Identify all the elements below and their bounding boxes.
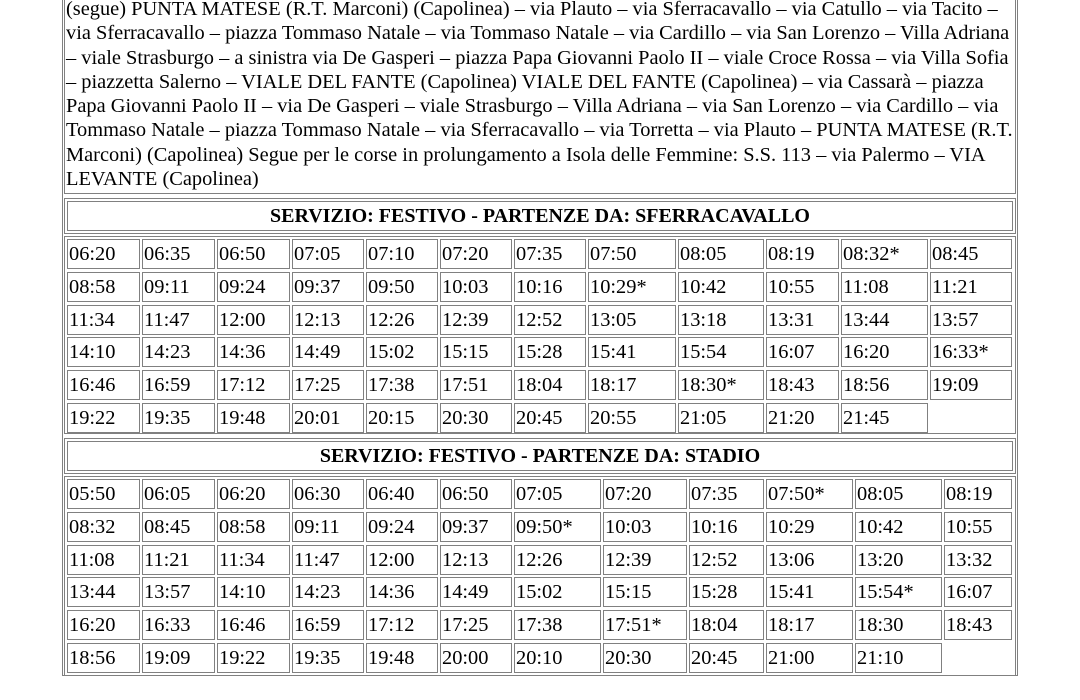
departure-time-cell: 13:32 bbox=[944, 545, 1012, 575]
departure-time-cell: 16:46 bbox=[67, 370, 140, 400]
departure-time-cell: 21:45 bbox=[841, 403, 928, 433]
departure-time-cell: 18:17 bbox=[766, 610, 853, 640]
departure-time-cell: 21:00 bbox=[766, 643, 853, 673]
departure-time-cell: 15:28 bbox=[689, 577, 764, 607]
departure-time-cell: 06:50 bbox=[217, 239, 290, 269]
departure-time-cell: 17:51 bbox=[440, 370, 512, 400]
departure-time-cell: 11:34 bbox=[67, 305, 140, 335]
departure-time-cell: 08:05 bbox=[855, 479, 942, 509]
departure-time-cell: 21:10 bbox=[855, 643, 942, 673]
departure-time-cell: 08:45 bbox=[142, 512, 215, 542]
departure-time-cell: 19:48 bbox=[217, 403, 290, 433]
departure-time-cell: 15:54 bbox=[678, 337, 764, 367]
departure-time-cell: 07:05 bbox=[292, 239, 364, 269]
departure-time-cell: 18:56 bbox=[841, 370, 928, 400]
departure-time-cell: 13:31 bbox=[766, 305, 839, 335]
departure-time-cell: 15:15 bbox=[440, 337, 512, 367]
departure-time-cell: 11:21 bbox=[930, 272, 1012, 302]
departure-time-cell: 15:41 bbox=[766, 577, 853, 607]
departure-time-cell: 13:44 bbox=[841, 305, 928, 335]
departure-time-cell: 12:39 bbox=[440, 305, 512, 335]
departure-time-cell: 10:55 bbox=[766, 272, 839, 302]
departure-time-cell: 17:38 bbox=[514, 610, 601, 640]
departure-time-cell: 21:20 bbox=[766, 403, 839, 433]
departure-time-cell: 16:46 bbox=[217, 610, 290, 640]
departure-time-cell: 09:37 bbox=[292, 272, 364, 302]
departure-time-cell: 16:07 bbox=[766, 337, 839, 367]
departure-time-cell: 11:08 bbox=[67, 545, 140, 575]
departure-time-cell: 16:07 bbox=[944, 577, 1012, 607]
departure-time-cell: 08:32* bbox=[841, 239, 928, 269]
departure-time-cell: 14:10 bbox=[217, 577, 290, 607]
departure-time-cell: 07:35 bbox=[514, 239, 586, 269]
departure-time-cell: 06:20 bbox=[217, 479, 290, 509]
route-text: (segue) PUNTA MATESE (R.T. Marconi) (Capolinea) – via Plauto – via Sferracavallo – via Catullo – via Tacito – via Sferracavallo – piazza Tommaso Natale – via Tommaso Natale – via Cardillo – via San Lorenzo – Villa Adriana – viale Strasburgo – a sinistra via De Gasperi – piazza Papa Giovanni Paolo II – viale Croce Rossa – via Villa Sofia – piazzetta Salerno – VIALE DEL FANTE (Capolinea) VIALE DEL FANTE (Capolinea) – via Cassarà – piazza Papa Giovanni Paolo II – via De Gasperi – viale Strasburgo – Villa Adriana – via San Lorenzo – via Cardillo – via Tommaso Natale – piazza Tommaso Natale – via Sferracavallo – via Torretta – via Plauto – PUNTA MATESE (R.T. Marconi) (Capolinea) Segue per le corse in prolungamento a Isola delle Femmine: S.S. 113 – via Palermo – VIA LEVANTE (Capolinea) bbox=[66, 0, 1013, 191]
departure-time-cell: 17:25 bbox=[292, 370, 364, 400]
departure-time-cell: 17:12 bbox=[366, 610, 438, 640]
departure-time-cell: 07:35 bbox=[689, 479, 764, 509]
departure-time-cell: 06:30 bbox=[292, 479, 364, 509]
departure-time-cell: 07:50 bbox=[588, 239, 676, 269]
departure-time-cell: 10:29 bbox=[766, 512, 853, 542]
departure-time-cell: 19:35 bbox=[142, 403, 215, 433]
route-description bbox=[64, 0, 1016, 194]
departure-time-cell: 09:50* bbox=[514, 512, 601, 542]
departure-time-cell: 19:09 bbox=[142, 643, 215, 673]
departure-time-cell: 14:49 bbox=[440, 577, 512, 607]
departure-time-cell: 12:52 bbox=[514, 305, 586, 335]
departure-time-cell: 11:21 bbox=[142, 545, 215, 575]
timetable-grid-sferracavallo bbox=[64, 236, 1016, 434]
departure-time-cell: 19:48 bbox=[366, 643, 438, 673]
departure-time-cell: 14:36 bbox=[366, 577, 438, 607]
departure-time-cell: 17:12 bbox=[217, 370, 290, 400]
departure-time-cell: 10:16 bbox=[689, 512, 764, 542]
departure-time-cell: 16:33 bbox=[142, 610, 215, 640]
section-title: SERVIZIO: FESTIVO - PARTENZE DA: SFERRACAVALLO bbox=[67, 201, 1013, 231]
departure-time-cell: 19:09 bbox=[930, 370, 1012, 400]
departure-time-cell: 09:37 bbox=[440, 512, 512, 542]
departure-time-cell: 18:04 bbox=[514, 370, 586, 400]
departure-time-cell: 07:05 bbox=[514, 479, 601, 509]
departure-time-cell: 10:03 bbox=[603, 512, 687, 542]
departure-time-cell: 06:20 bbox=[67, 239, 140, 269]
departure-time-cell: 13:06 bbox=[766, 545, 853, 575]
departure-time-cell: 12:13 bbox=[440, 545, 512, 575]
departure-time-cell: 13:57 bbox=[930, 305, 1012, 335]
departure-time-cell: 12:00 bbox=[217, 305, 290, 335]
departure-time-cell: 08:05 bbox=[678, 239, 764, 269]
departure-time-cell: 05:50 bbox=[67, 479, 140, 509]
timetable-grid-stadio bbox=[64, 476, 1016, 676]
departure-time-cell: 10:42 bbox=[855, 512, 942, 542]
departure-time-cell: 20:30 bbox=[440, 403, 512, 433]
departure-time-cell: 10:03 bbox=[440, 272, 512, 302]
section-title: SERVIZIO: FESTIVO - PARTENZE DA: STADIO bbox=[67, 441, 1013, 471]
departure-time-cell: 21:05 bbox=[678, 403, 764, 433]
departure-time-cell: 13:18 bbox=[678, 305, 764, 335]
departure-time-cell: 08:19 bbox=[944, 479, 1012, 509]
departure-time-cell: 07:50* bbox=[766, 479, 853, 509]
departure-time-cell: 14:23 bbox=[292, 577, 364, 607]
departure-time-cell: 10:16 bbox=[514, 272, 586, 302]
departure-time-cell: 12:52 bbox=[689, 545, 764, 575]
departure-time-cell: 10:29* bbox=[588, 272, 676, 302]
departure-time-cell: 08:58 bbox=[67, 272, 140, 302]
departure-time-cell: 13:05 bbox=[588, 305, 676, 335]
departure-time-cell: 14:49 bbox=[292, 337, 364, 367]
departure-time-cell: 06:50 bbox=[440, 479, 512, 509]
departure-time-cell: 17:38 bbox=[366, 370, 438, 400]
section-header-stadio bbox=[64, 438, 1016, 474]
departure-time-cell: 14:36 bbox=[217, 337, 290, 367]
departure-time-cell: 14:10 bbox=[67, 337, 140, 367]
departure-time-cell: 20:30 bbox=[603, 643, 687, 673]
departure-time-cell: 09:50 bbox=[366, 272, 438, 302]
departure-time-cell: 18:43 bbox=[766, 370, 839, 400]
departure-time-cell: 07:20 bbox=[603, 479, 687, 509]
departure-time-cell: 18:43 bbox=[944, 610, 1012, 640]
departure-time-cell: 14:23 bbox=[142, 337, 215, 367]
departure-time-cell: 08:19 bbox=[766, 239, 839, 269]
departure-time-cell: 06:05 bbox=[142, 479, 215, 509]
departure-time-cell: 11:08 bbox=[841, 272, 928, 302]
departure-time-cell: 12:00 bbox=[366, 545, 438, 575]
departure-time-cell: 20:45 bbox=[514, 403, 586, 433]
departure-time-cell: 13:20 bbox=[855, 545, 942, 575]
departure-time-cell: 18:30* bbox=[678, 370, 764, 400]
departure-time-cell: 18:17 bbox=[588, 370, 676, 400]
departure-time-cell: 18:56 bbox=[67, 643, 140, 673]
departure-time-cell: 15:41 bbox=[588, 337, 676, 367]
departure-time-cell: 09:24 bbox=[366, 512, 438, 542]
departure-time-cell: 15:02 bbox=[514, 577, 601, 607]
departure-time-cell: 10:55 bbox=[944, 512, 1012, 542]
departure-time-cell: 16:59 bbox=[292, 610, 364, 640]
departure-time-cell: 11:47 bbox=[142, 305, 215, 335]
departure-time-cell: 09:11 bbox=[292, 512, 364, 542]
departure-time-cell: 20:15 bbox=[366, 403, 438, 433]
section-header-sferracavallo bbox=[64, 198, 1016, 234]
departure-time-cell: 12:26 bbox=[366, 305, 438, 335]
departure-time-cell: 17:25 bbox=[440, 610, 512, 640]
departure-time-cell: 06:40 bbox=[366, 479, 438, 509]
departure-time-cell: 07:10 bbox=[366, 239, 438, 269]
departure-time-cell: 15:28 bbox=[514, 337, 586, 367]
departure-time-cell: 18:30 bbox=[855, 610, 942, 640]
departure-time-cell: 19:35 bbox=[292, 643, 364, 673]
departure-time-cell: 15:15 bbox=[603, 577, 687, 607]
departure-time-cell: 20:55 bbox=[588, 403, 676, 433]
departure-time-cell: 12:39 bbox=[603, 545, 687, 575]
departure-time-cell: 16:20 bbox=[841, 337, 928, 367]
departure-time-cell: 16:33* bbox=[930, 337, 1012, 367]
departure-time-cell: 16:20 bbox=[67, 610, 140, 640]
departure-time-cell: 11:34 bbox=[217, 545, 290, 575]
departure-time-cell: 09:24 bbox=[217, 272, 290, 302]
departure-time-cell: 20:45 bbox=[689, 643, 764, 673]
departure-time-cell: 08:58 bbox=[217, 512, 290, 542]
departure-time-cell: 15:54* bbox=[855, 577, 942, 607]
departure-time-cell: 10:42 bbox=[678, 272, 764, 302]
departure-time-cell: 08:32 bbox=[67, 512, 140, 542]
departure-time-cell: 08:45 bbox=[930, 239, 1012, 269]
departure-time-cell: 12:26 bbox=[514, 545, 601, 575]
departure-time-cell: 19:22 bbox=[217, 643, 290, 673]
departure-time-cell: 19:22 bbox=[67, 403, 140, 433]
departure-time-cell: 13:44 bbox=[67, 577, 140, 607]
departure-time-cell: 06:35 bbox=[142, 239, 215, 269]
departure-time-cell: 12:13 bbox=[292, 305, 364, 335]
departure-time-cell: 17:51* bbox=[603, 610, 687, 640]
departure-time-cell: 07:20 bbox=[440, 239, 512, 269]
departure-time-cell: 20:01 bbox=[292, 403, 364, 433]
departure-time-cell: 16:59 bbox=[142, 370, 215, 400]
departure-time-cell: 15:02 bbox=[366, 337, 438, 367]
departure-time-cell: 13:57 bbox=[142, 577, 215, 607]
departure-time-cell: 09:11 bbox=[142, 272, 215, 302]
departure-time-cell: 20:00 bbox=[440, 643, 512, 673]
departure-time-cell: 20:10 bbox=[514, 643, 601, 673]
departure-time-cell: 18:04 bbox=[689, 610, 764, 640]
departure-time-cell: 11:47 bbox=[292, 545, 364, 575]
